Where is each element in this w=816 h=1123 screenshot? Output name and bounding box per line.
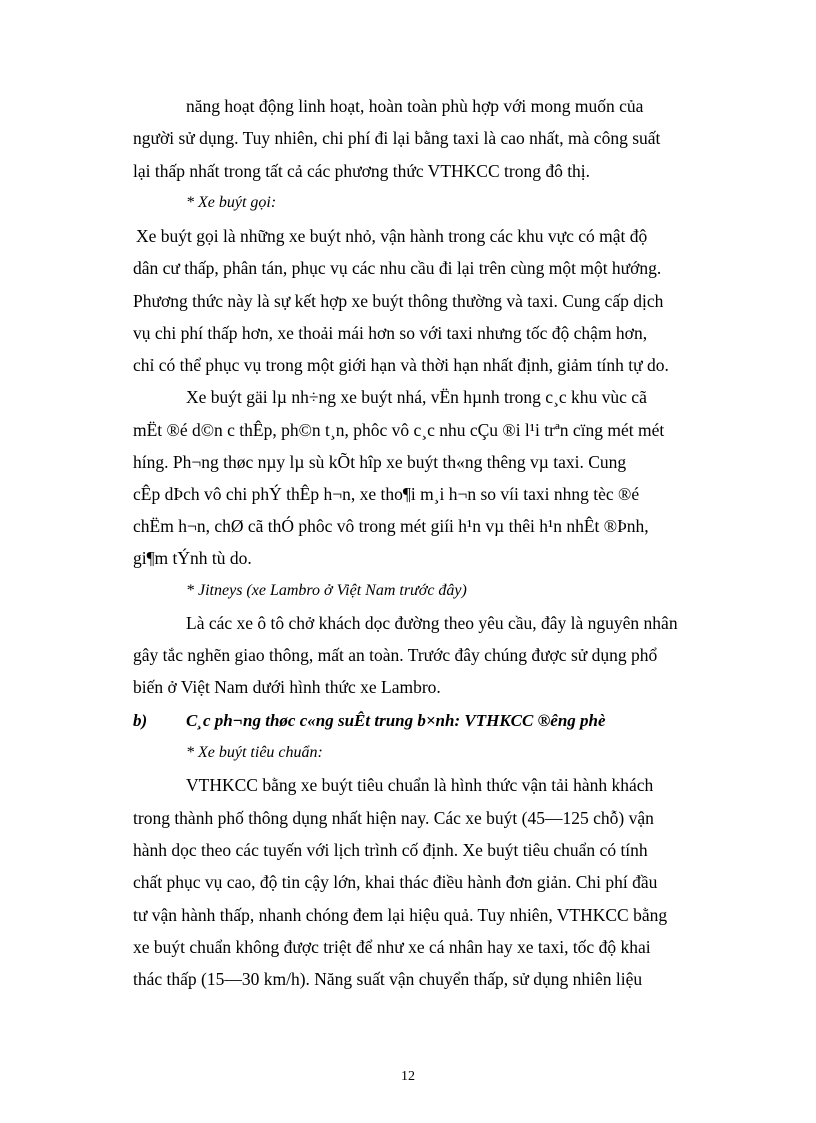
paragraph-garbled-line: gi¶m tÝnh tù do. — [133, 548, 252, 568]
section-b-label: b) — [133, 711, 148, 730]
heading-xe-buyt-tieu-chuan: * Xe buýt tiêu chuẩn: — [186, 744, 323, 761]
page-number: 12 — [401, 1069, 415, 1084]
paragraph-xe-buyt-tieu-chuan-line: tư vận hành thấp, nhanh chóng đem lại hiệu quả. Tuy nhiên, VTHKCC bằng — [133, 905, 668, 925]
paragraph-xe-buyt-tieu-chuan-line: thác thấp (15—30 km/h). Năng suất vận chuyển thấp, sử dụng nhiên liệu — [133, 969, 643, 989]
paragraph-xe-buyt-goi-line: vụ chi phí thấp hơn, xe thoải mái hơn so với taxi nhưng tốc độ chậm hơn, — [133, 323, 648, 343]
paragraph-garbled-line: mËt ®é d©n c thÊp, ph©n t¸n, phôc vô c¸c nhu cÇu ®i l¹i trªn cïng mét mét — [133, 420, 665, 440]
paragraph-jitneys-line: biến ở Việt Nam dưới hình thức xe Lambro. — [133, 677, 441, 697]
paragraph-intro-line: năng hoạt động linh hoạt, hoàn toàn phù hợp với mong muốn của — [186, 96, 644, 116]
heading-jitneys: * Jitneys (xe Lambro ở Việt Nam trước đây) — [186, 582, 467, 599]
paragraph-xe-buyt-tieu-chuan-line: hành dọc theo các tuyến với lịch trình cố định. Xe buýt tiêu chuẩn có tính — [133, 840, 648, 860]
paragraph-garbled-line: cÊp dÞch vô chi phÝ thÊp h¬n, xe tho¶i m¸i h¬n so víi taxi nhng tèc ®é — [133, 484, 640, 504]
paragraph-intro-line: người sử dụng. Tuy nhiên, chi phí đi lại bằng taxi là cao nhất, mà công suất — [133, 128, 661, 148]
paragraph-garbled-line: Xe buýt gäi lµ nh÷ng xe buýt nhá, vËn hµnh trong c¸c khu vùc cã — [186, 387, 647, 407]
paragraph-xe-buyt-tieu-chuan-line: VTHKCC bằng xe buýt tiêu chuẩn là hình thức vận tải hành khách — [186, 775, 654, 795]
paragraph-jitneys-line: Là các xe ô tô chở khách dọc đường theo yêu cầu, đây là nguyên nhân — [186, 613, 678, 633]
paragraph-xe-buyt-goi-line: Xe buýt gọi là những xe buýt nhỏ, vận hành trong các khu vực có mật độ — [136, 226, 648, 246]
paragraph-xe-buyt-goi-line: Phương thức này là sự kết hợp xe buýt thông thường và taxi. Cung cấp dịch — [133, 291, 664, 311]
paragraph-xe-buyt-goi-line: chỉ có thể phục vụ trong một giới hạn và thời hạn nhất định, giảm tính tự do. — [133, 355, 669, 375]
paragraph-xe-buyt-tieu-chuan-line: xe buýt chuẩn không được triệt để như xe cá nhân hay xe taxi, tốc độ khai — [133, 937, 651, 957]
paragraph-xe-buyt-tieu-chuan-line: trong thành phố thông dụng nhất hiện nay. Các xe buýt (45—125 chỗ) vận — [133, 808, 654, 828]
section-b-title: C¸c ph¬ng thøc c«ng suÊt trung b×nh: VTHKCC ®êng phè — [186, 711, 606, 730]
paragraph-xe-buyt-tieu-chuan-line: chất phục vụ cao, độ tin cậy lớn, khai thác điều hành đơn giản. Chi phí đầu — [133, 872, 658, 892]
heading-xe-buyt-goi: * Xe buýt gọi: — [186, 194, 277, 211]
paragraph-garbled-line: híng. Ph¬ng thøc nµy lµ sù kÕt hîp xe buýt th«ng thêng vµ taxi. Cung — [133, 452, 627, 472]
paragraph-jitneys-line: gây tắc nghẽn giao thông, mất an toàn. Trước đây chúng được sử dụng phổ — [133, 645, 658, 665]
paragraph-xe-buyt-goi-line: dân cư thấp, phân tán, phục vụ các nhu cầu đi lại trên cùng một một hướng. — [133, 258, 662, 278]
paragraph-intro-line: lại thấp nhất trong tất cả các phương thức VTHKCC trong đô thị. — [133, 161, 591, 181]
paragraph-garbled-line: chËm h¬n, chØ cã thÓ phôc vô trong mét giíi h¹n vµ thêi h¹n nhÊt ®Þnh, — [133, 516, 649, 536]
